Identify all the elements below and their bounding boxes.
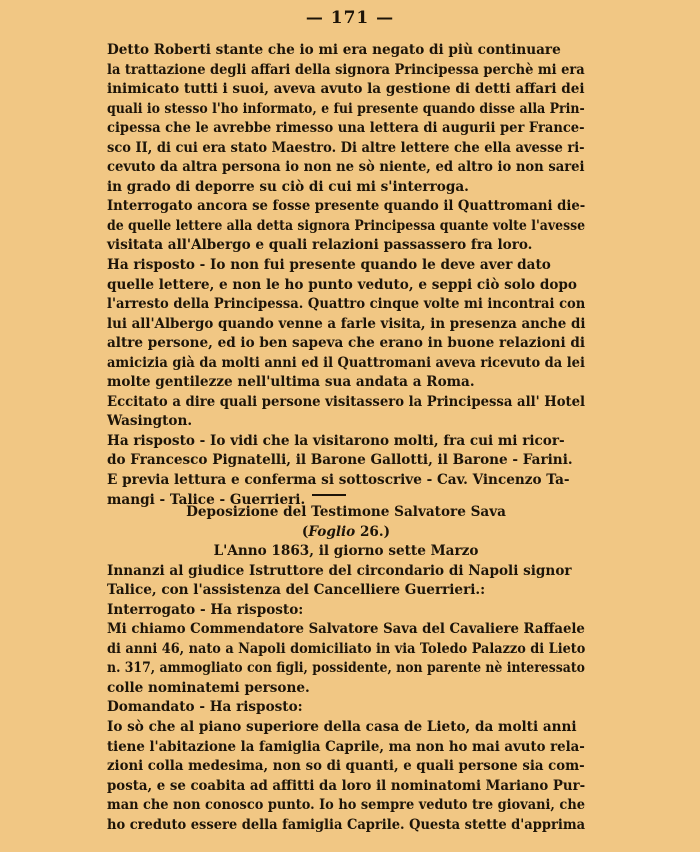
text-line: Innanzi al giudice Istruttore del circondario di Napoli signor [107,562,572,579]
sheet-suffix: 26.) [355,523,391,540]
sheet-word: Foglio [308,523,356,540]
text-line: Io sò che al piano superiore della casa de Lieto, da molti anni [107,719,577,736]
page-number: — 171 — [305,8,395,28]
text-line: l'arresto della Principessa. Quattro cinque volte mi incontrai con [107,296,586,313]
text-line: Detto Roberti stante che io mi era negato di più continuare [107,42,561,58]
text-line: E previa lettura e conferma si sottoscrive - Cav. Vincenzo Ta- [107,472,570,489]
text-line: colle nominatemi persone. [107,679,310,696]
text-line: Interrogato ancora se fosse presente quando il Quattromani die- [107,198,586,215]
text-line: Interrogato - Ha risposto: [107,601,304,618]
text-line: ho creduto essere della famiglia Caprile. Questa stette d'apprima [107,816,586,833]
text-line: inimicato tutti i suoi, aveva avuto la gestione di detti affari dei [107,81,585,98]
text-line: amicizia già da molti anni ed il Quattromani aveva ricevuto da lei [107,354,585,371]
text-line: altre persone, ed io ben sapeva che erano in buone relazioni di [107,335,586,352]
text-line: Talice, con l'assistenza del Cancelliere Guerrieri.: [107,582,486,599]
text-line: la trattazione degli affari della signora Principessa perchè mi era [107,61,585,78]
text-line: cevuto da altra persona io non ne sò niente, ed altro io non sarei [107,159,585,176]
text-line: quelle lettere, e non le ho punto veduto, e seppi ciò solo dopo [107,276,577,293]
text-line: n. 317, ammogliato con figli, possidente, non parente nè interessato [107,660,585,677]
deposition-continuation [107,41,585,510]
section-heading: Deposizione del Testimone Salvatore Sava [186,504,506,520]
text-line: in grado di deporre su ciò di cui mi s'interroga. [107,178,469,195]
text-line: di anni 46, nato a Napoli domiciliato in via Toledo Palazzo di Lieto [107,640,586,657]
text-line: de quelle lettere alla detta signora Principessa quante volte l'avesse [107,217,586,234]
sheet-prefix: ( [301,523,309,540]
section-divider [312,494,346,496]
text-line: Ha risposto - Io non fui presente quando le deve aver dato [107,257,551,274]
text-line: visitata all'Albergo e quali relazioni passassero fra loro. [107,237,533,254]
text-line: Wasington. [107,413,193,430]
text-line: quali io stesso l'ho informato, e fui presente quando disse alla Prin- [107,100,585,117]
text-line: Ha risposto - Io vidi che la visitarono molti, fra cui mi ricor- [107,432,565,449]
sheet-reference [107,523,585,543]
text-line: mangi - Talice - Guerrieri. [107,491,306,508]
text-line: tiene l'abitazione la famiglia Caprile, ma non ho mai avuto rela- [107,738,585,755]
text-line: do Francesco Pignatelli, il Barone Gallotti, il Barone - Farini. [107,452,573,469]
text-line: cipessa che le avrebbe rimesso una lettera di augurii per France- [107,120,585,137]
deposition-sava [107,503,585,835]
text-line: lui all'Albergo quando venne a farle visita, in presenza anche di [107,315,586,332]
text-line: Eccitato a dire quali persone visitassero la Principessa all' Hotel [107,393,586,410]
text-line: molte gentilezze nell'ultima sua andata a Roma. [107,374,475,391]
text-line: Mi chiamo Commendatore Salvatore Sava del Cavaliere Raffaele [107,621,585,638]
text-line: zioni colla medesima, non so di quanti, e quali persone sia com- [107,758,585,775]
text-line: Domandato - Ha risposto: [107,699,303,716]
text-line: posta, e se coabita ad affitti da loro il nominatomi Mariano Pur- [107,777,586,794]
text-line: sco II, di cui era stato Maestro. Di altre lettere che ella avesse ri- [107,139,585,156]
date-line: L'Anno 1863, il giorno sette Marzo [213,543,479,560]
text-line: man che non conosco punto. Io ho sempre veduto tre giovani, che [107,797,585,814]
